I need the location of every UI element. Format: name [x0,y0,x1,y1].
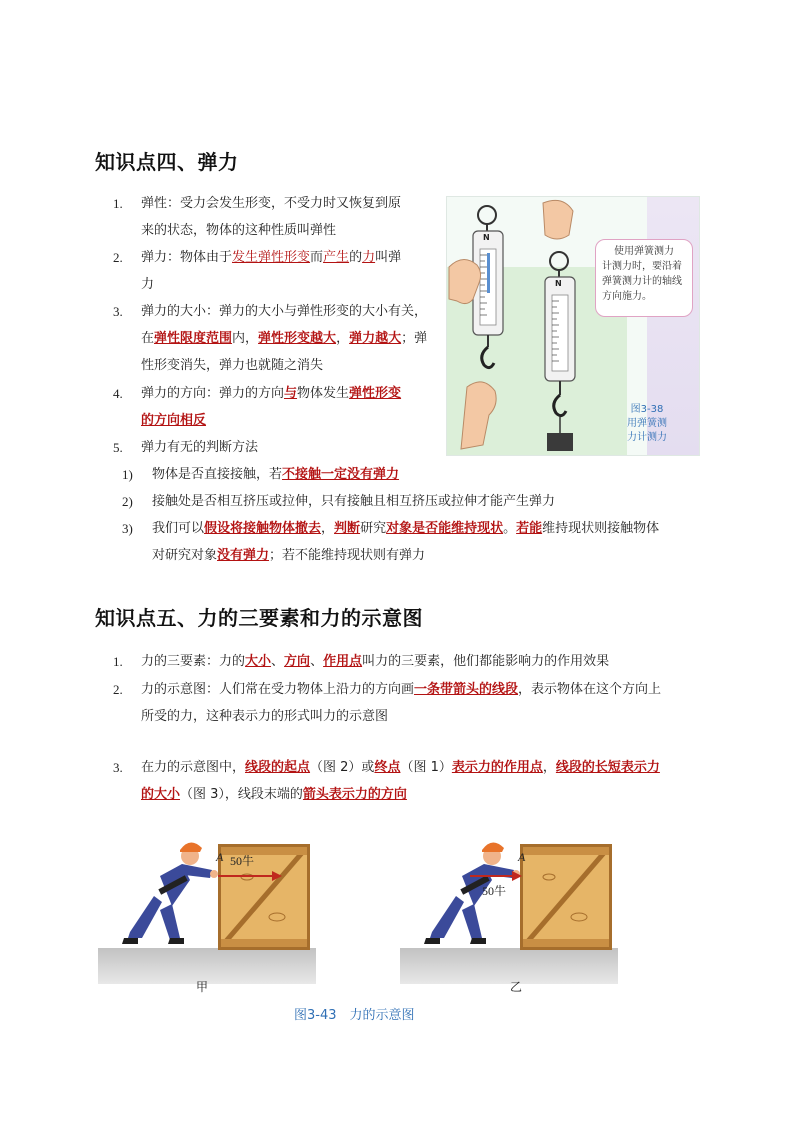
text: 在力的示意图中， [141,760,246,775]
text: 在 [141,331,155,346]
highlight: 假设将接触物体撤去 [204,521,322,536]
bubble-line: 弹簧测力计的轴线 [602,276,682,287]
highlight: 终点 [374,760,401,775]
text: 弹力的方向：弹力的方向 [141,386,285,401]
item-line [141,325,447,352]
highlight: 方向 [284,654,311,669]
item-number: 1. [113,196,123,211]
item-number: 3) [122,521,133,536]
item-line: 接触处是否相互挤压或拉伸，只有接触且相互挤压或拉伸才能产生弹力 [152,494,556,509]
list-item [113,298,447,379]
scale-label: N [555,279,562,288]
highlight: 弹力越大 [349,331,402,346]
crate-right [520,844,612,950]
text: 物体是否直接接触，若 [152,467,283,482]
scale-label: N [483,233,490,242]
point-label: A [518,850,526,864]
panel-label: 甲 [196,980,209,994]
figure-caption [607,403,687,445]
highlight: 没有弹力 [217,548,270,563]
item-number: 3. [113,304,123,319]
list-item [113,676,706,730]
text: （图 3），线段末端的 [180,787,303,802]
bubble-line: 使用弹簧测力 [614,246,674,257]
text: 、 [271,654,285,669]
text: ；弹 [401,331,428,346]
highlight: 产生 [323,250,350,265]
highlight: 作用点 [323,654,363,669]
text: 而 [310,250,324,265]
highlight: 发生弹性形变 [232,250,311,265]
spring-scale-figure [446,196,700,456]
highlight: 一条带箭头的线段 [414,682,519,697]
sub-list-item [122,515,704,569]
text: 力的示意图：人们常在受力物体上沿力的方向画 [141,682,415,697]
highlight: 箭头表示力的方向 [302,787,407,802]
highlight: 判断 [334,521,361,536]
item-line: 来的状态，物体的这种性质叫弹性 [141,223,337,238]
worker-figure-left [98,830,228,960]
item-number: 1. [113,654,123,669]
highlight: 弹性形变 [349,386,402,401]
text: 叫弹 [375,250,402,265]
panel-label: 乙 [510,980,523,994]
text: ， [542,760,556,775]
caption-line: 力计测力 [627,432,667,443]
figure-caption: 图3-43 力的示意图 [294,1008,415,1023]
caption-line: 图3-38 [630,404,664,415]
text: ；若不能维持现状则有弹力 [269,548,426,563]
highlight: 线段的起点 [245,760,311,775]
item-line: 弹力的大小：弹力的大小与弹性形变的大小有关， [141,304,428,319]
highlight: 与 [284,386,298,401]
text: 对研究对象 [152,548,218,563]
item-line [141,244,441,271]
highlight: 若能 [516,521,543,536]
text: （图 1） [400,760,452,775]
highlight: 对象是否能维持现状 [386,521,504,536]
item-number: 4. [113,386,123,401]
highlight: 弹性形变越大 [258,331,337,346]
text: 研究 [360,521,387,536]
item-line [152,515,704,542]
item-line [141,407,441,434]
text: 我们可以 [152,521,205,536]
text: 内， [232,331,259,346]
highlight: 不接触一定没有弹力 [282,467,400,482]
highlight: 表示力的作用点 [451,760,543,775]
text: 物体发生 [297,386,350,401]
item-line [141,781,706,808]
caption-line: 用弹簧测 [627,418,667,429]
item-line [141,676,706,703]
text: 力的三要素：力的 [141,654,246,669]
item-number: 5. [113,440,123,455]
item-line: 力 [141,277,155,292]
item-line: 所受的力，这种表示力的形式叫力的示意图 [141,709,389,724]
text: 维持现状则接触物体 [542,521,660,536]
item-line [152,542,704,569]
list-item [113,190,441,244]
highlight: 力 [362,250,376,265]
text: 、 [310,654,324,669]
item-line [141,754,706,781]
bubble-line: 计测力时，要沿着 [602,261,682,272]
item-line: 弹性：受力会发生形变，不受力时又恢复到原 [141,196,402,211]
worker-figure-right [400,830,530,960]
section5-title: 知识点五、力的三要素和力的示意图 [95,606,423,630]
highlight: 弹性限度范围 [154,331,233,346]
bubble-line: 方向施力。 [602,291,652,302]
list-item [113,754,706,808]
item-number: 1) [122,467,133,482]
sub-list-item [122,461,692,488]
point-label: A [216,850,224,864]
highlight: 大小 [245,654,272,669]
text: ， [336,331,350,346]
item-number: 2) [122,494,133,509]
item-line [152,461,692,488]
text: ， [321,521,335,536]
text: ，表示物体在这个方向上 [518,682,662,697]
list-item [113,434,441,461]
sub-list-item [122,488,692,515]
force-label: 50牛 [230,854,255,868]
item-line [141,648,701,675]
item-line: 性形变消失，弹力也就随之消失 [141,358,324,373]
text: 叫力的三要素，他们都能影响力的作用效果 [362,654,610,669]
list-item [113,244,441,298]
item-line [141,380,441,407]
item-number: 3. [113,760,123,775]
section4-title: 知识点四、弹力 [95,150,239,174]
list-item [113,380,441,434]
force-label: 50牛 [482,884,507,898]
text: 弹力：物体由于 [141,250,233,265]
text: 。 [503,521,517,536]
list-item [113,648,701,675]
item-number: 2. [113,250,123,265]
text: 的 [349,250,363,265]
force-diagram-figure [98,826,702,1026]
highlight: 线段的长短表示力 [555,760,660,775]
highlight: 的大小 [141,787,181,802]
item-number: 2. [113,682,123,697]
item-line: 弹力有无的判断方法 [141,440,259,455]
highlight: 的方向相反 [141,413,207,428]
force-arrow-left [216,866,286,886]
tip-bubble [595,239,693,317]
text: （图 2）或 [310,760,375,775]
